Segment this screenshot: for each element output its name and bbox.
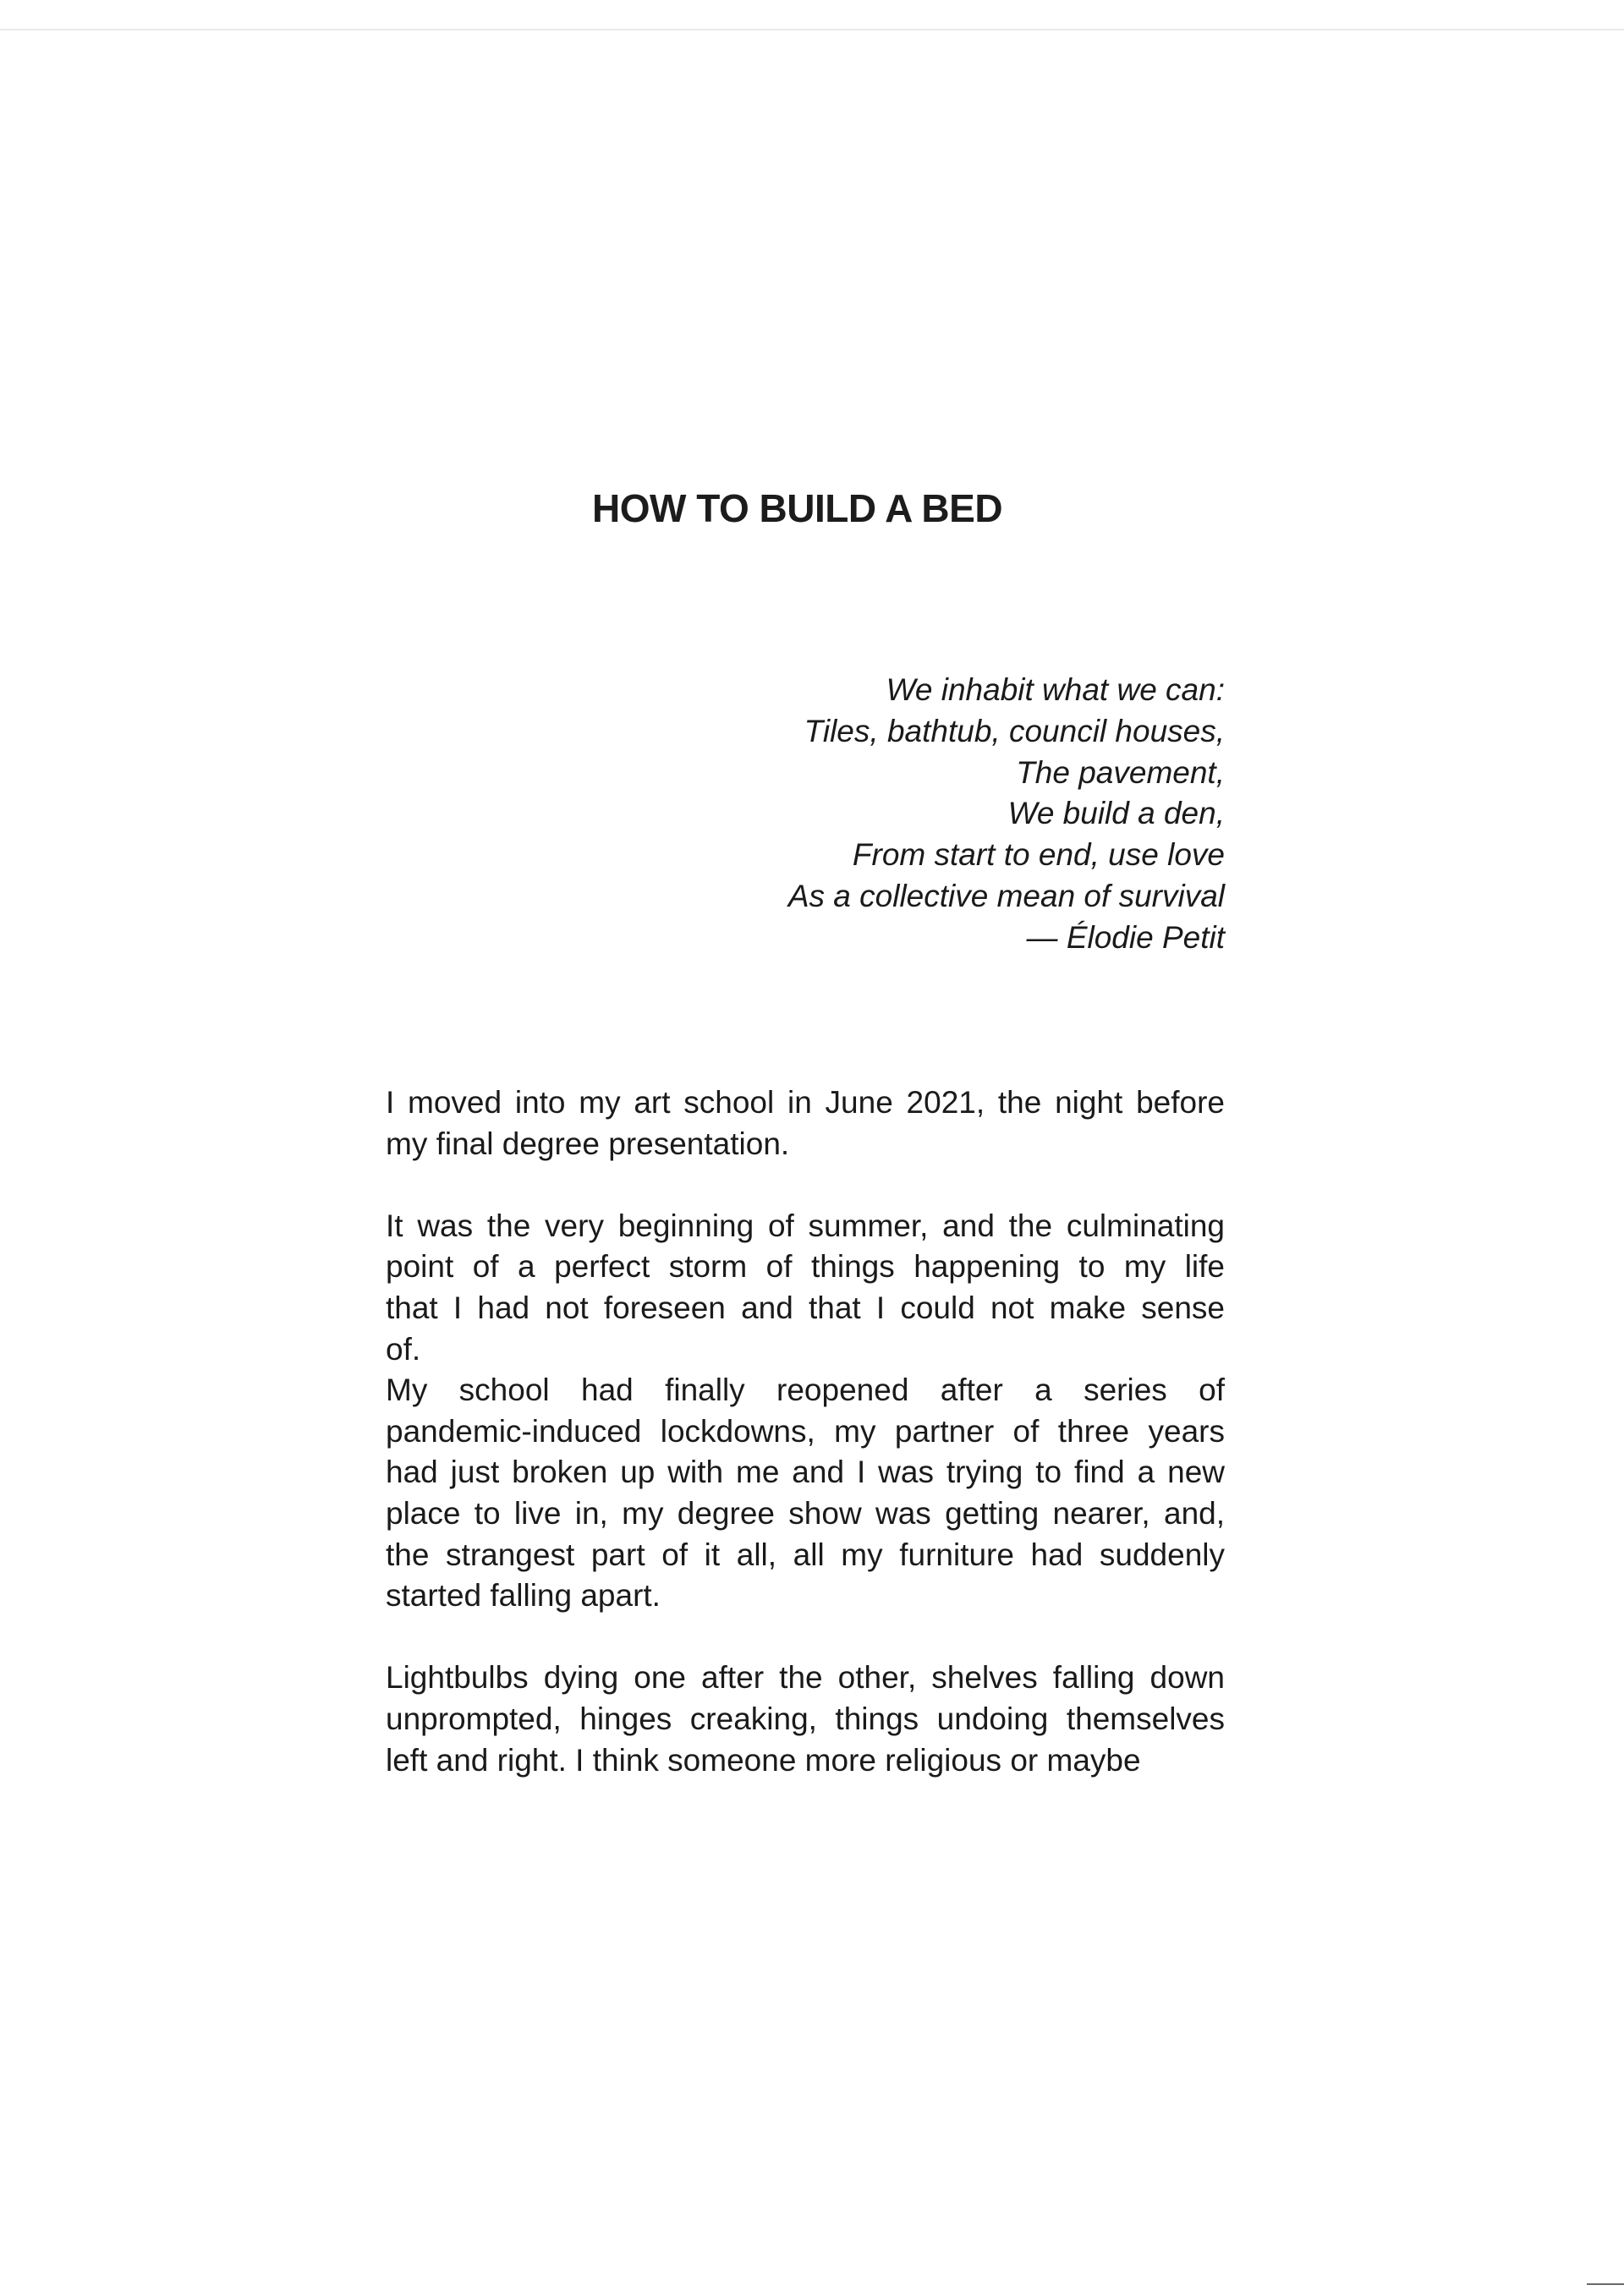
- paragraph: [386, 1082, 1225, 1164]
- paragraph: [386, 1206, 1225, 1370]
- paragraph: [386, 1370, 1225, 1617]
- epigraph-line: We build a den,: [1007, 796, 1225, 831]
- epigraph-line: The pavement,: [1016, 754, 1225, 790]
- body-text: [386, 1082, 1225, 1781]
- text-line: Lightbulbs dying one after the other, shelves falling down: [386, 1660, 1225, 1696]
- text-line: started falling apart.: [386, 1578, 661, 1614]
- scan-corner-mark: [1587, 2283, 1624, 2285]
- text-line: I moved into my art school in June 2021, the night before: [386, 1085, 1225, 1120]
- text-line: the strangest part of it all, all my furniture had suddenly: [386, 1537, 1225, 1572]
- text-line: pandemic-induced lockdowns, my partner of three years: [386, 1413, 1225, 1449]
- epigraph-attribution: — Élodie Petit: [1026, 919, 1225, 955]
- text-line: place to live in, my degree show was getting nearer, and,: [386, 1495, 1225, 1531]
- epigraph-line: As a collective mean of survival: [787, 878, 1225, 913]
- text-line: my final degree presentation.: [386, 1126, 790, 1161]
- text-line: that I had not foreseen and that I could not make sense: [386, 1290, 1225, 1325]
- epigraph-line: From start to end, use love: [852, 837, 1225, 873]
- text-line: left and right. I think someone more religious or maybe: [386, 1742, 1141, 1778]
- text-line: of.: [386, 1331, 421, 1367]
- paragraph: [386, 1658, 1225, 1781]
- text-line: had just broken up with me and I was trying to find a new: [386, 1455, 1225, 1490]
- text-line: My school had finally reopened after a series of: [386, 1373, 1225, 1408]
- text-line: It was the very beginning of summer, and the culminating: [386, 1208, 1225, 1243]
- epigraph: [710, 670, 1225, 959]
- scan-edge-line: [0, 29, 1624, 30]
- text-line: unprompted, hinges creaking, things undoing themselves: [386, 1701, 1225, 1736]
- text-line: point of a perfect storm of things happening to my life: [386, 1249, 1225, 1285]
- epigraph-line: We inhabit what we can:: [886, 672, 1225, 707]
- page-title: HOW TO BUILD A BED: [592, 486, 1003, 530]
- epigraph-line: Tiles, bathtub, council houses,: [804, 713, 1225, 748]
